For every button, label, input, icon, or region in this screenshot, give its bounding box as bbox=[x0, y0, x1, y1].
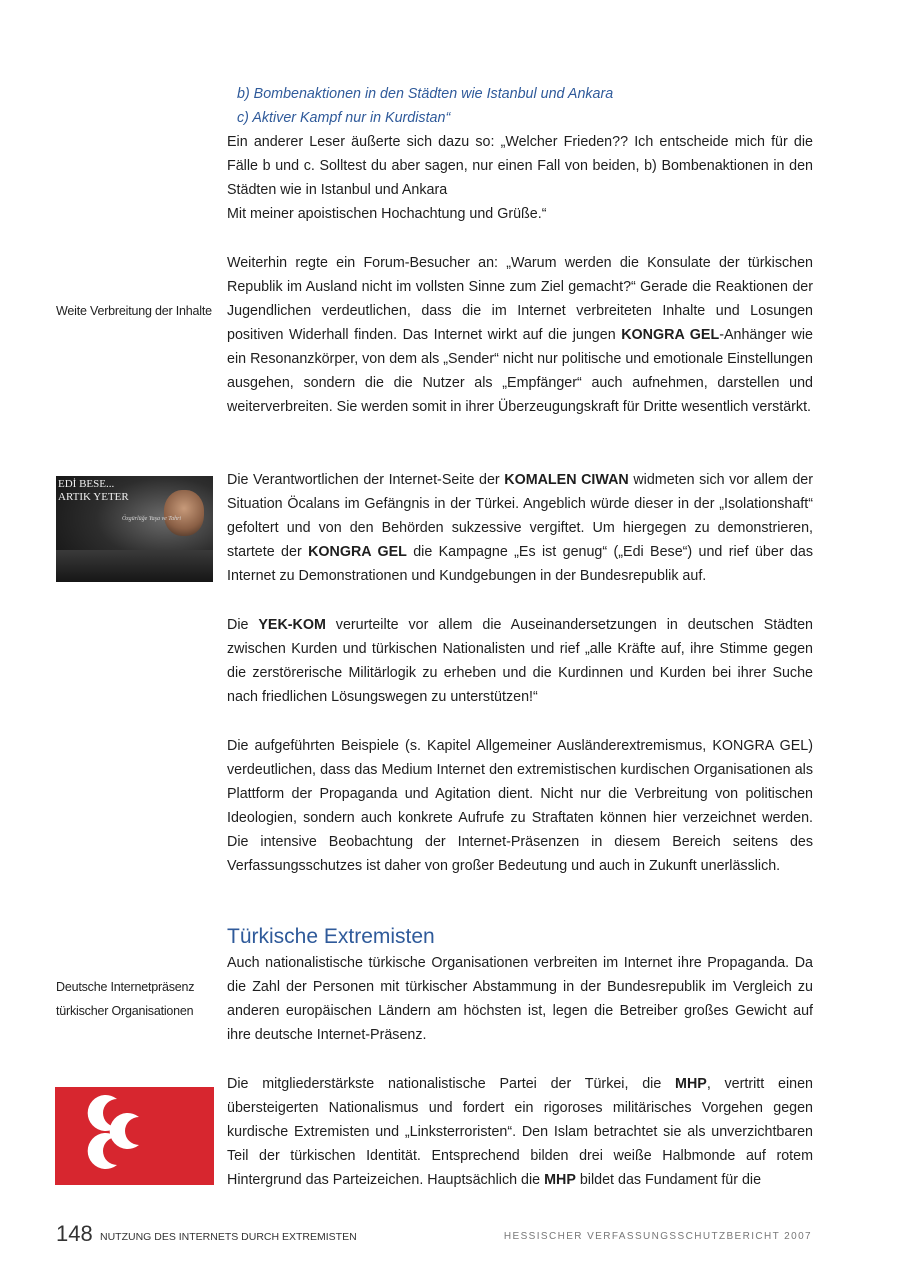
text-run: , vertritt einen übersteigerten Nationalismus und fordert ein rigoroses militärisches Vorgehen gegen kurdische Extremisten und „Linksterroristen“. Den Islam betrachtet sie als unverzichtbaren Teil der türkischen Identität. Entsprechend bilden drei weiße Halbmonde auf rotem Hintergrund das Parteizeichen. Hauptsächlich die bbox=[227, 1076, 813, 1188]
org-name: YEK-KOM bbox=[258, 617, 326, 633]
margin-note-line: türkischer Organisationen bbox=[56, 1004, 194, 1018]
image-text-line2: ARTIK YETER bbox=[58, 491, 129, 503]
text-run: Die mitgliederstärkste nationalistische Partei der Türkei, die bbox=[227, 1076, 676, 1092]
crescents-icon bbox=[55, 1087, 214, 1185]
org-name: KONGRA GEL bbox=[621, 327, 720, 343]
mhp-flag-image bbox=[55, 1087, 214, 1185]
paragraph-text: Ein anderer Leser äußerte sich dazu so: „Welcher Frieden?? Ich entscheide mich für die Fälle b und c. Solltest du aber sagen, nur einen Fall von beiden, b) Bombenaktionen in den Städten wie in Istanbul und Ankara bbox=[227, 134, 813, 198]
text-run: die Kampagne „Es ist genug“ („Edi Bese“) und rief über das Internet zu Demonstrationen und Kundgebungen in der Bundesrepublik auf. bbox=[227, 544, 813, 584]
paragraph-reader-reply bbox=[227, 130, 813, 226]
paragraph-text: Auch nationalistische türkische Organisationen verbreiten im Internet ihre Propaganda. Da die Zahl der Personen mit türkischer Abstammung in der Bundesrepublik im Vergleich zu anderen europäischen Ländern am höchsten ist, legen die Betreiber großes Gewicht auf ihre deutsche Internet-Präsenz. bbox=[227, 955, 813, 1043]
footer-report-title: HESSISCHER VERFASSUNGSSCHUTZBERICHT 2007 bbox=[503, 1231, 812, 1242]
page-number: 148 bbox=[56, 1221, 93, 1246]
margin-note-line: Deutsche Internetpräsenz bbox=[56, 980, 195, 994]
text-run: -Anhänger wie ein Resonanzkörper, von dem als „Sender“ nicht nur politische und emotionale Einstellungen ausgehen, sondern die die Nutzer als „Empfänger“ auch aufnehmen, darstellen und weiterverbreiten. Sie werden somit in ihrer Überzeugungskraft für Dritte wesentlich verstärkt. bbox=[227, 327, 813, 415]
paragraph-examples bbox=[227, 734, 813, 878]
margin-note-distribution: Weite Verbreitung der Inhalte bbox=[56, 304, 212, 318]
paragraph-forum-visitor bbox=[227, 251, 813, 419]
text-run: verurteilte vor allem die Auseinandersetzungen in deutschen Städten zwischen Kurden und türkischen Nationalisten und rief „alle Kräfte auf, ihre Stimme gegen die zerstörerische Militärlogik zu erheben und die Kurdinnen und Kurden bei ihrer Suche nach friedlichen Lösungswegen zu unterstützen!“ bbox=[227, 617, 813, 705]
text-run: Weiterhin regte ein Forum-Besucher an: „Warum werden die Konsulate der türkischen Republik im Ausland nicht im vollsten Sinne zum Ziel gemacht?“ Gerade die Reaktionen der Jugendlichen verdeutlichen, dass die im Internet verbreiteten Inhalte und Losungen positiven Widerhall finden. Das Internet wirkt auf die jungen bbox=[227, 255, 813, 343]
text-run: Die bbox=[227, 617, 259, 633]
org-name: KOMALEN CIWAN bbox=[504, 472, 629, 488]
crowd-silhouette bbox=[56, 550, 213, 582]
paragraph-mhp bbox=[227, 1072, 813, 1192]
footer-section-title: NUTZUNG DES INTERNETS DURCH EXTREMISTEN bbox=[100, 1231, 357, 1243]
paragraph-turkish-orgs bbox=[227, 951, 813, 1047]
text-run: bildet das Fundament für die bbox=[575, 1172, 762, 1188]
org-name: MHP bbox=[675, 1076, 707, 1092]
text-run: Die Verantwortlichen der Internet-Seite der bbox=[227, 472, 505, 488]
margin-note-german-presence bbox=[56, 975, 221, 1023]
image-small-text: Özgürlüğe Yaşa ve Tahri bbox=[122, 516, 182, 522]
paragraph-yek-kom bbox=[227, 613, 813, 709]
image-caption bbox=[58, 478, 129, 504]
list-item-c: c) Aktiver Kampf nur in Kurdistan“ bbox=[237, 110, 451, 126]
org-name: KONGRA GEL bbox=[308, 544, 407, 560]
org-name: MHP bbox=[544, 1172, 576, 1188]
portrait-face bbox=[164, 490, 204, 536]
paragraph-text: Die aufgeführten Beispiele (s. Kapitel Allgemeiner Ausländerextremismus, KONGRA GEL) verdeutlichen, dass das Medium Internet den extremistischen kurdischen Organisationen als Plattform der Propaganda und Agitation dient. Nicht nur die Verbreitung von politischen Ideologien, sondern auch konkrete Aufrufe zu Straftaten können hier verzeichnet werden. Die intensive Beobachtung der Internet-Präsenzen in diesem Bereich seitens des Verfassungsschutzes ist daher von großer Bedeutung und auch in Zukunft unerlässlich. bbox=[227, 738, 813, 874]
text-run: widmeten sich vor allem der Situation Öcalans im Gefängnis in der Türkei. Angeblich würde dieser in der „Isolationshaft“ gefoltert und von den Behörden sukzessive vergiftet. Um hiergegen zu demonstrieren, startete der bbox=[227, 472, 813, 560]
paragraph-text: Mit meiner apoistischen Hochachtung und Grüße.“ bbox=[227, 206, 547, 222]
paragraph-komalen-ciwan bbox=[227, 468, 813, 588]
list-item-b: b) Bombenaktionen in den Städten wie Istanbul und Ankara bbox=[237, 86, 614, 102]
section-heading: Türkische Extremisten bbox=[227, 925, 435, 948]
image-text-line1: EDİ BESE... bbox=[58, 478, 115, 490]
edi-bese-campaign-image bbox=[56, 476, 213, 582]
